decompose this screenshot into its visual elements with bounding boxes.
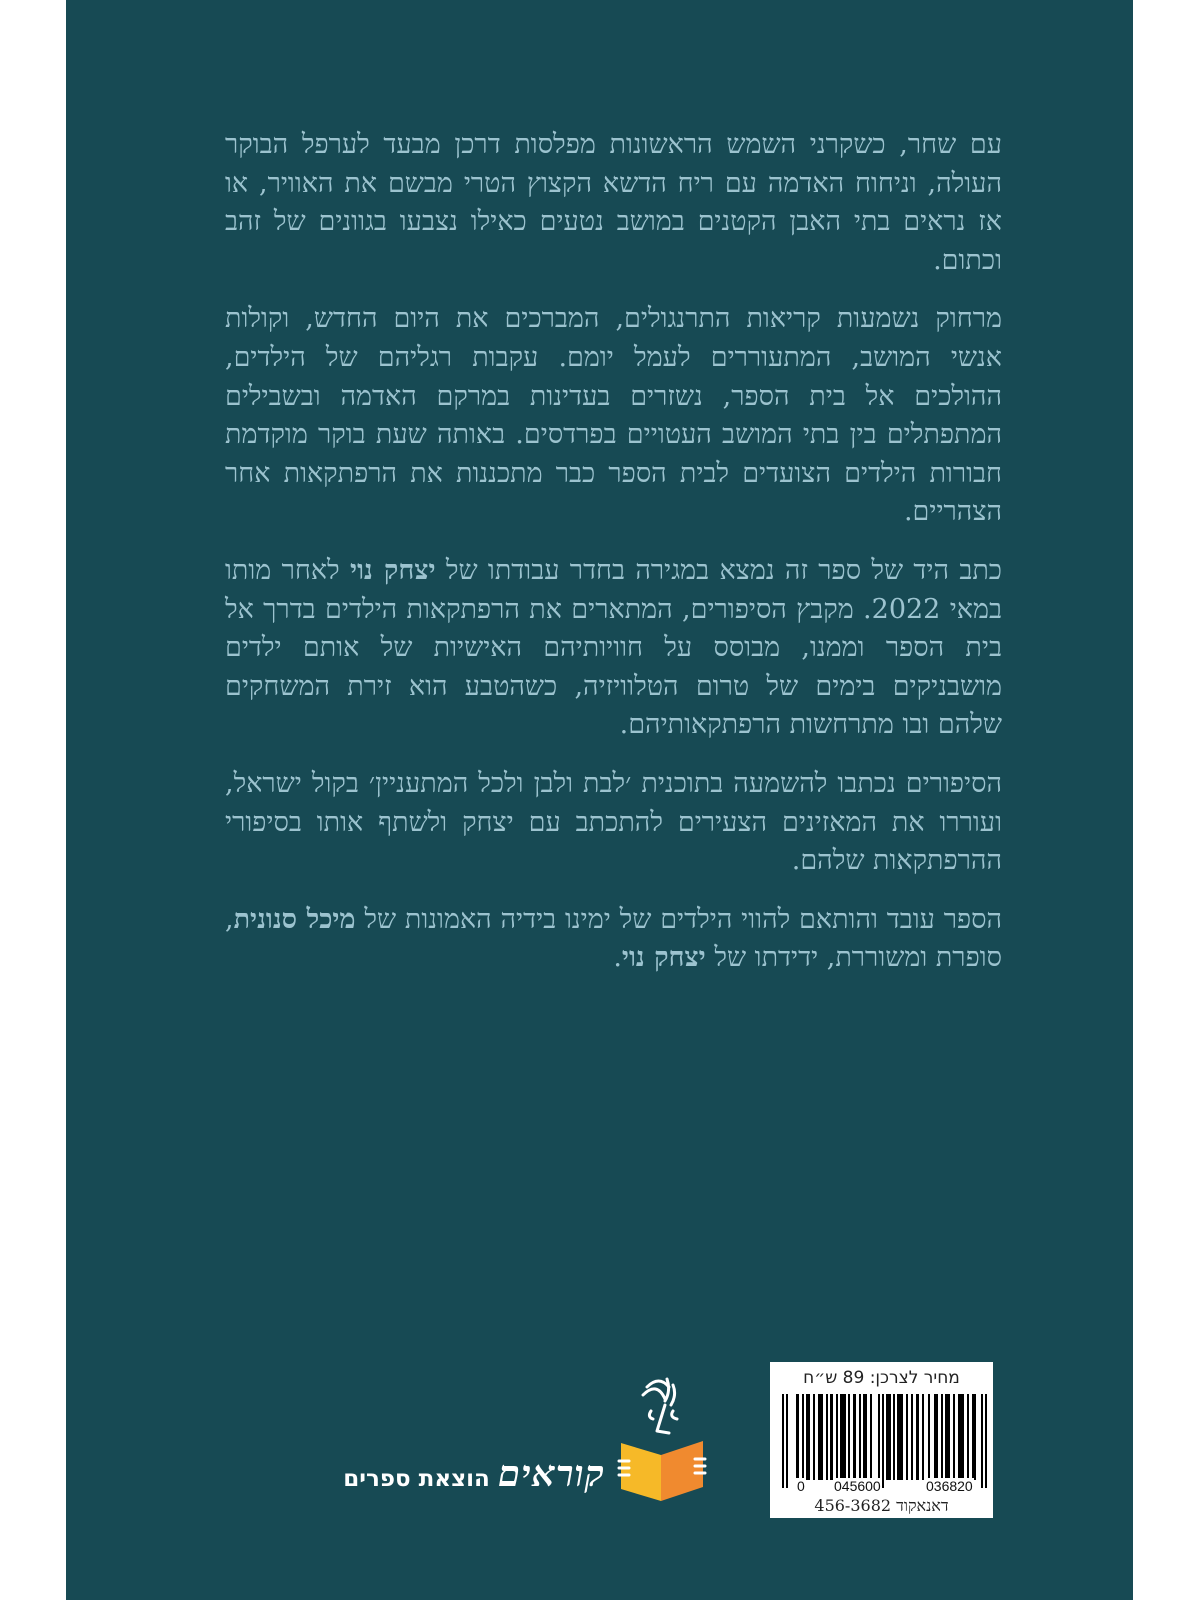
publisher-name [305, 1453, 605, 1495]
blurb-paragraph-4: הסיפורים נכתבו להשמעה בתוכנית ׳לבת ולבן ולכל המתעניין׳ בקול ישראל, ועוררו את המאזינים הצעירים להתכתב עם יצחק ולשתף אותו בסיפורי ההרפתקאות שלהם. [225, 767, 1002, 877]
price-label: מחיר לצרכן: 89 ש״ח [803, 1368, 960, 1388]
blurb-paragraph-1: עם שחר, כשקרני השמש הראשונות מפלסות דרכן מבעד לערפל הבוקר העולה, וניחוח האדמה עם ריח הדשא הקצוץ הטרי מבשם את האוויר, או אז נראים בתי האבן הקטנים במושב נטעים כאילו נצבעו בגוונים של זהב וכתום. [225, 129, 1002, 276]
blurb-paragraph-3-end: לאחר מותו במאי 2022. מקבץ הסיפורים, המתארים את הרפתקאות הילדים בדרך אל בית הספר וממנו, מבוסס על חוויותיהם האישיות של אותם ילדים מושבניקים בימים של טרום הטלוויזיה, כשהטבע הוא זירת המשחקים שלהם ובו מתרחשות הרפתקאותיהם. [225, 554, 1002, 741]
blurb-paragraph-2: מרחוק נשמעות קריאות התרנגולים, המברכים את היום החדש, וקולות אנשי המושב, המתעוררים לעמל יומם. עקבות רגליהם של הילדים, ההולכים אל בית הספר, נשזרים בעדינות במרקם האדמה ובשבילים המתפתלים בין בתי המושב העטויים בפרדסים. באותה שעת בוקר מוקדמת חבורות הילדים הצועדים לבית הספר כבר מתכננות את הרפתקאות אחר הצהריים. [225, 303, 1002, 528]
barcode-left-group: 045600 [834, 1478, 881, 1494]
reader-with-open-book-icon [607, 1365, 707, 1505]
barcode-bars [782, 1394, 987, 1488]
publisher-logo [305, 1365, 705, 1515]
blurb-paragraph-5-end: . [613, 942, 622, 974]
publisher-tagline: הוצאת ספרים [343, 1466, 490, 1492]
author-name-2: יצחק נוי [621, 942, 706, 974]
barcode-box [770, 1362, 993, 1518]
blurb-paragraph-3-start: כתב היד של ספר זה נמצא במגירה בחדר עבודתו של [435, 554, 1003, 586]
publisher-brand: קוראים [497, 1453, 605, 1495]
barcode-right-group: 036820 [926, 1478, 973, 1494]
blurb-paragraph-5 [225, 901, 1002, 978]
blurb-paragraph-3 [225, 552, 1002, 745]
adapter-name: מיכל סנונית [233, 903, 356, 935]
blurb-text [225, 126, 1002, 998]
author-name: יצחק נוי [350, 554, 436, 586]
blurb-paragraph-5-start: הספר עובד והותאם להווי הילדים של ימינו בידיה האמונות של [355, 903, 1003, 935]
blurb-paragraph-5-middle: , סופרת ומשוררת, ידידתו של [225, 903, 1002, 974]
barcode-lead-digit: 0 [797, 1478, 805, 1494]
danacode-label: דאנאקוד 456-3682 [814, 1496, 949, 1515]
barcode-digits [770, 1478, 993, 1498]
